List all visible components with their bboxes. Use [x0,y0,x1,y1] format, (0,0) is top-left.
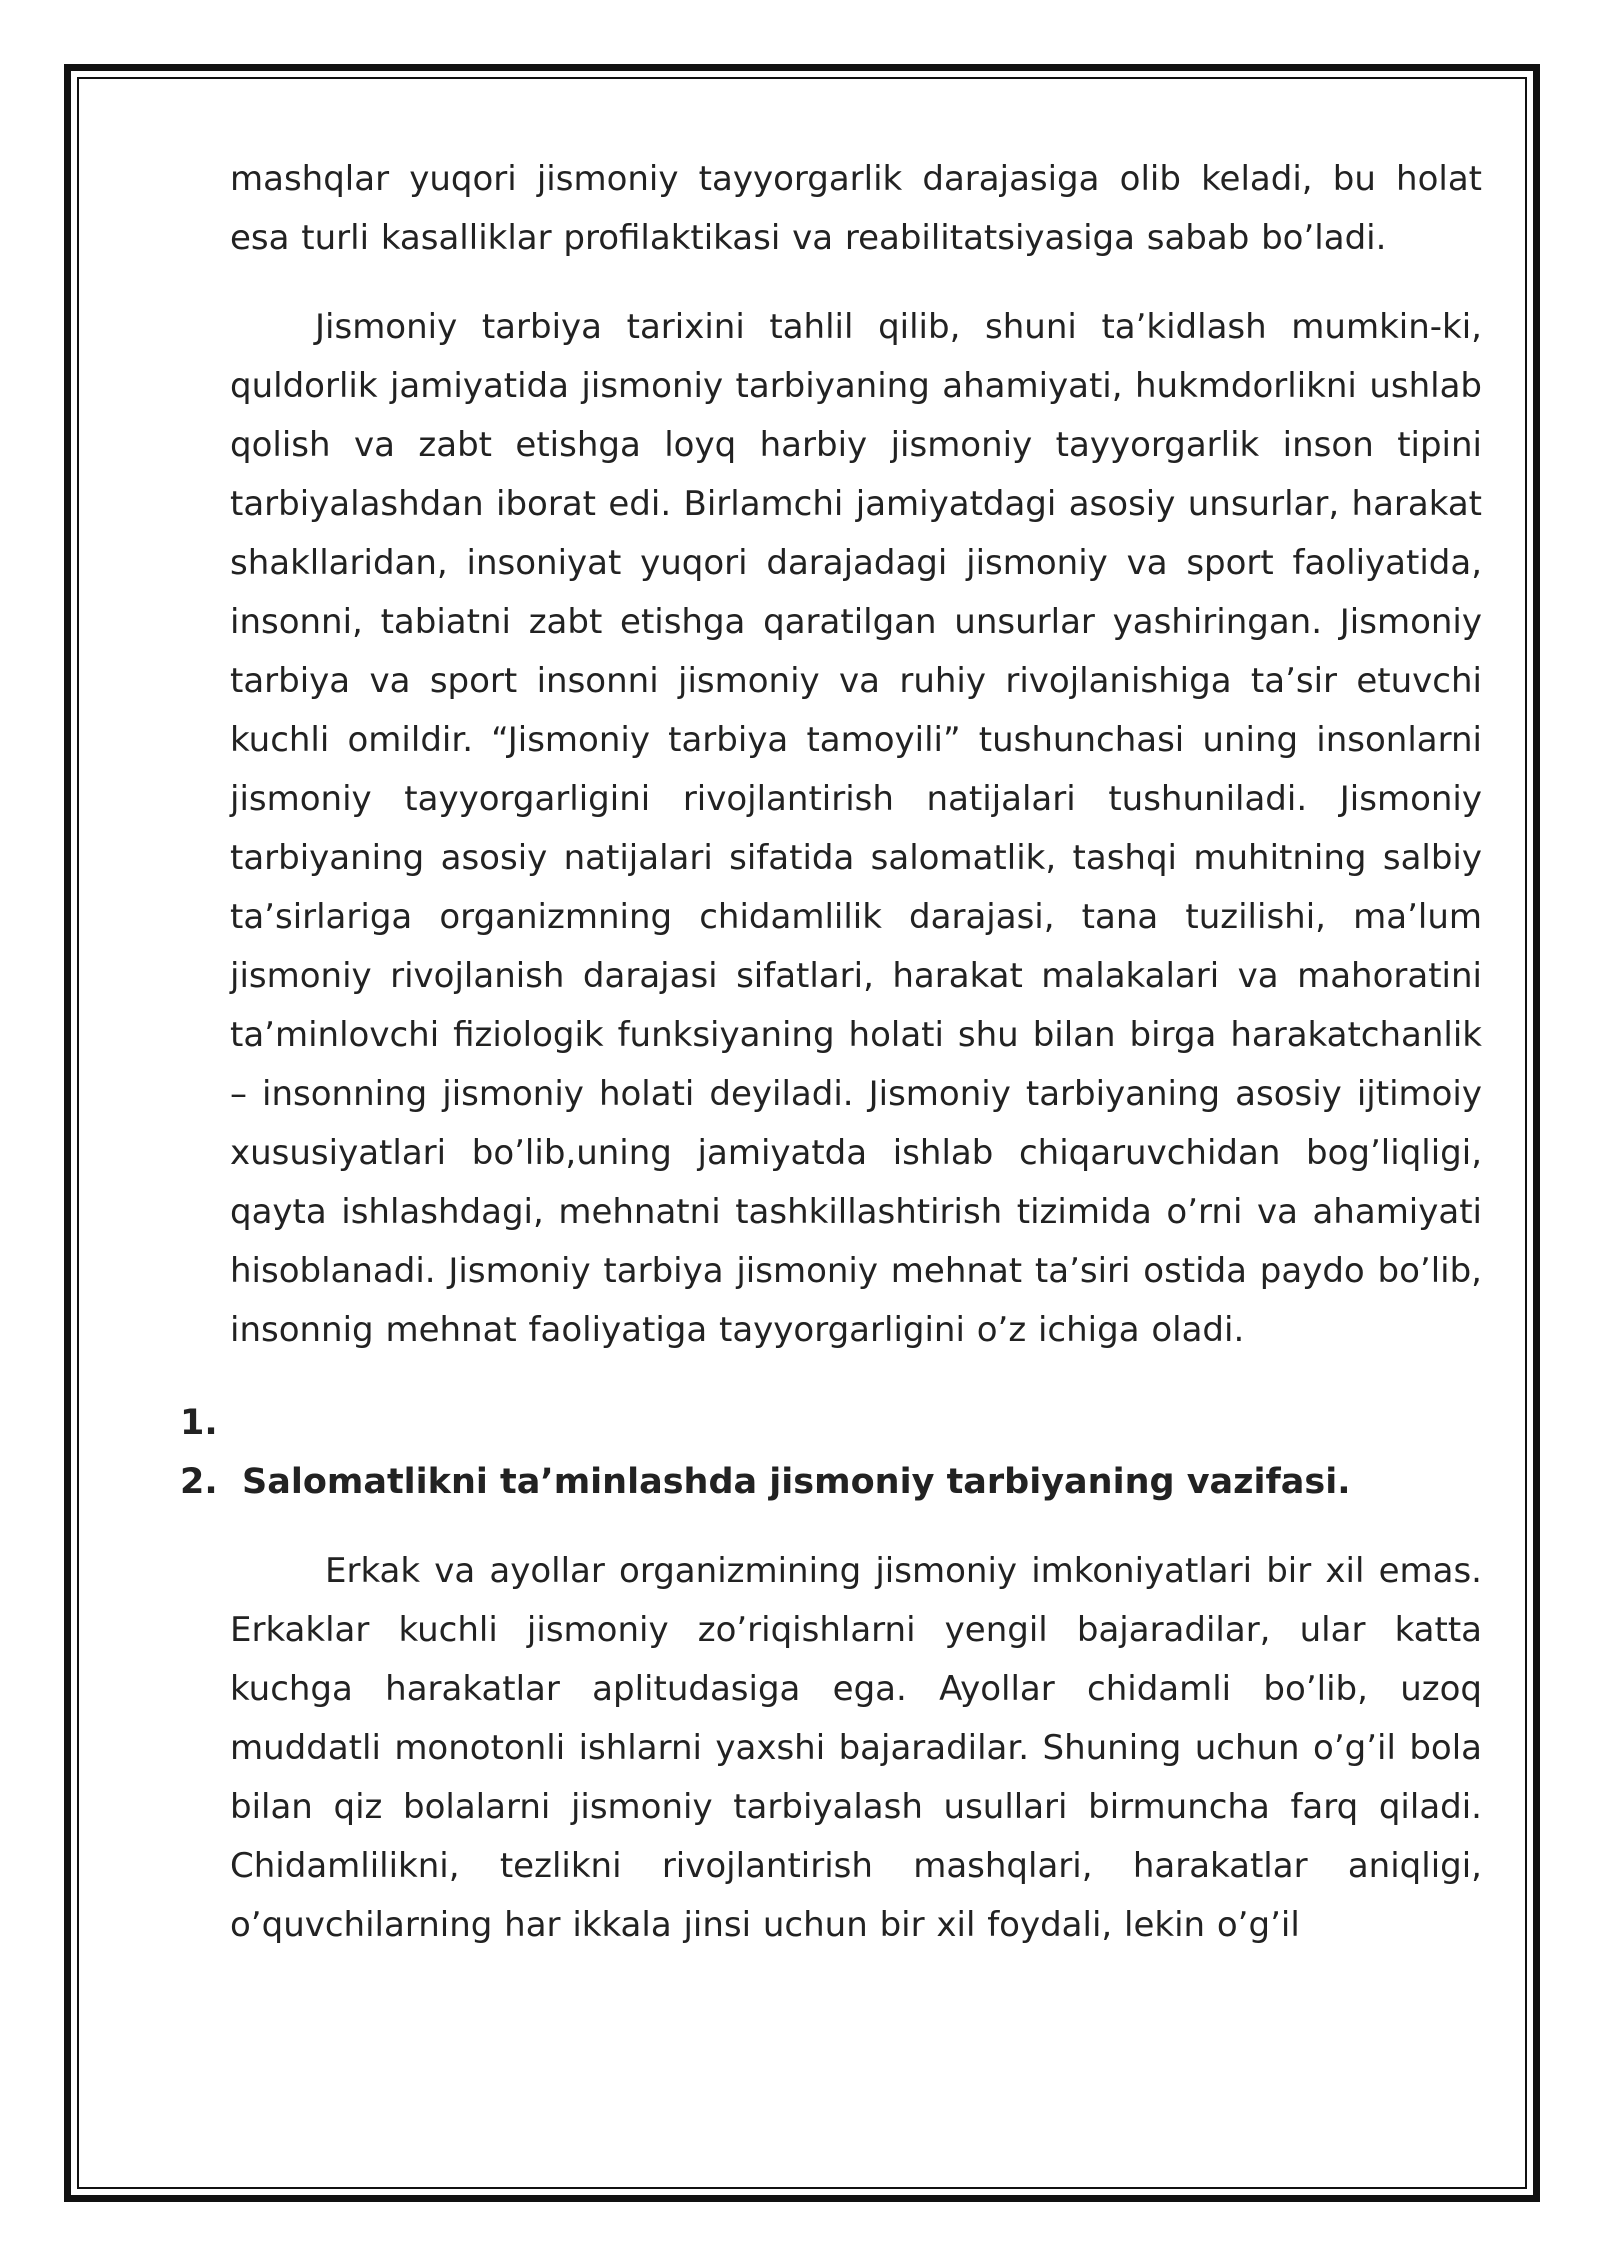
list-item [180,1394,1432,1453]
paragraph-continuation: mashqlar yuqori jismoniy tayyorgarlik darajasiga olib keladi, bu holat esa turli kasalliklar profilaktikasi va reabilitatsiyasiga sabab bo’ladi. [230,159,1482,258]
list-number: 2. [180,1462,218,1502]
section-heading-text: Salomatlikni ta’minlashda jismoniy tarbiyaning vazifasi. [242,1462,1351,1502]
section-heading [180,1453,1432,1512]
numbered-list [180,1394,1432,1512]
document-body [180,150,1482,1955]
list-number: 1. [180,1403,218,1443]
paragraph-history: Jismoniy tarbiya tarixini tahlil qilib, shuni ta’kidlash mumkin-ki, quldorlik jamiyatida jismoniy tarbiyaning ahamiyati, hukmdorlikni ushlab qolish va zabt etishga loyq harbiy jismoniy tayyorgarlik inson tipini tarbiyalashdan iborat edi. Birlamchi jamiyatdagi asosiy unsurlar, harakat shakllaridan, insoniyat yuqori darajadagi jismoniy va sport faoliyatida, insonni, tabiatni zabt etishga qaratilgan unsurlar yashiringan. Jismoniy tarbiya va sport insonni jismoniy va ruhiy rivojlanishiga ta’sir etuvchi kuchli omildir. “Jismoniy tarbiya tamoyili” tushunchasi uning insonlarni jismoniy tayyorgarligini rivojlantirish natijalari tushuniladi. Jismoniy tarbiyaning asosiy natijalari sifatida salomatlik, tashqi muhitning salbiy ta’sirlariga organizmning chidamlilik darajasi, tana tuzilishi, ma’lum jismoniy rivojlanish darajasi sifatlari, harakat malakalari va mahoratini ta’minlovchi fiziologik funksiyaning holati shu bilan birga harakatchanlik – insonning jismoniy holati deyiladi. Jismoniy tarbiyaning asosiy ijtimoiy xususiyatlari bo’lib,uning jamiyatda ishlab chiqaruvchidan bog’liqligi, qayta ishlashdagi, mehnatni tashkillashtirish tizimida o’rni va ahamiyati hisoblanadi. Jismoniy tarbiya jismoniy mehnat ta’siri ostida paydo bo’lib, insonnig mehnat faoliyatiga tayyorgarligini o’z ichiga oladi. [230,307,1482,1350]
paragraph-gender-differences: Erkak va ayollar organizmining jismoniy imkoniyatlari bir xil emas. Erkaklar kuchli jismoniy zo’riqishlarni yengil bajaradilar, ular katta kuchga harakatlar aplitudasiga ega. Ayollar chidamli bo’lib, uzoq muddatli monotonli ishlarni yaxshi bajaradilar. Shuning uchun o’g’il bola bilan qiz bolalarni jismoniy tarbiyalash usullari birmuncha farq qiladi. Chidamlilikni, tezlikni rivojlantirish mashqlari, harakatlar aniqligi, o’quvchilarning har ikkala jinsi uchun bir xil foydali, lekin o’g’il [230,1551,1482,1945]
